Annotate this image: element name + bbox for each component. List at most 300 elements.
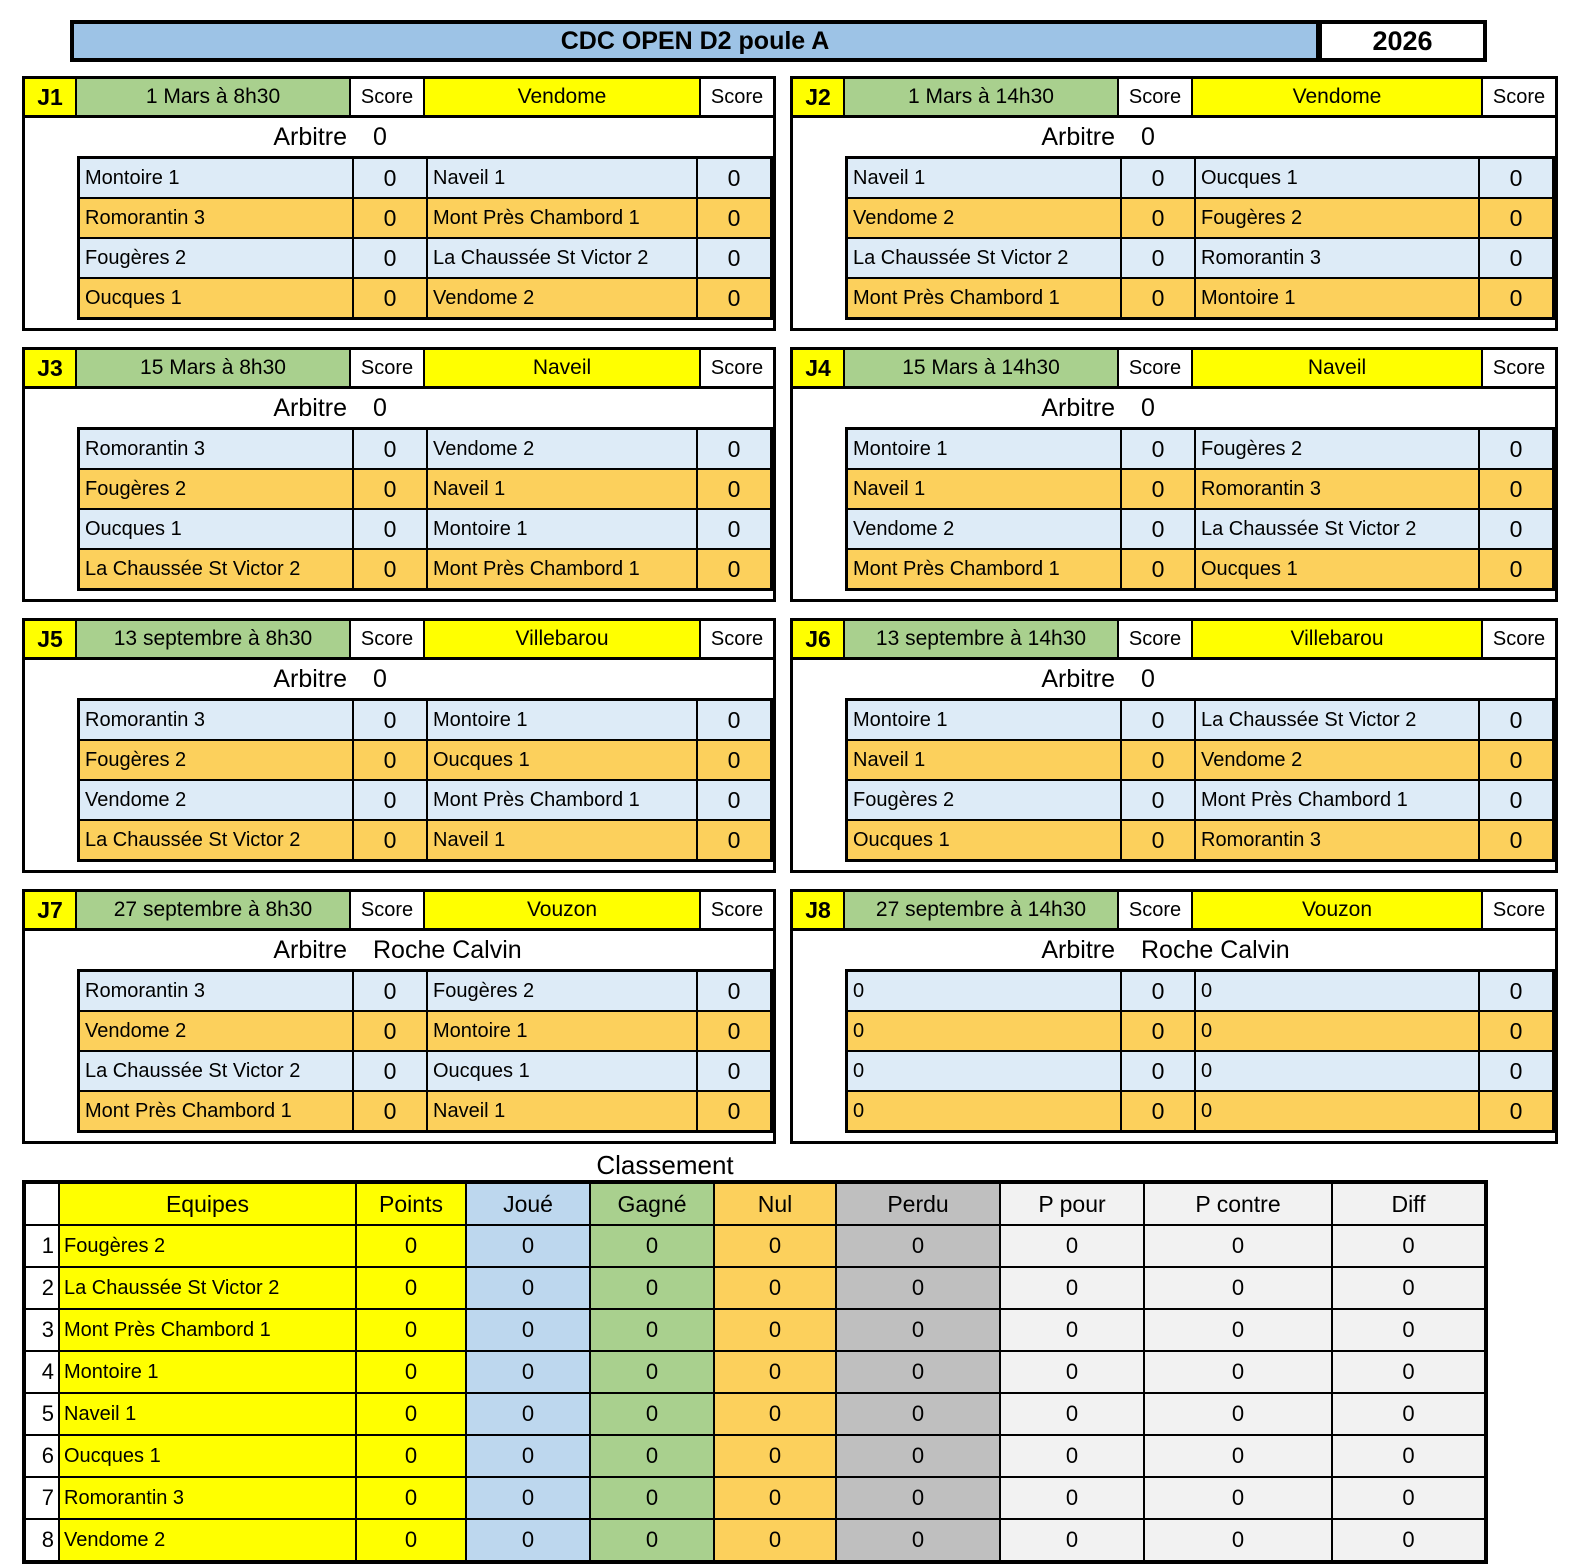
away-score-cell[interactable]: 0 <box>698 741 770 779</box>
arbitre-row <box>793 931 1555 969</box>
journee-label: J3 <box>25 350 75 386</box>
away-team-cell[interactable]: 0 <box>1196 972 1478 1010</box>
away-score-cell[interactable]: 0 <box>1480 279 1552 317</box>
home-score-cell[interactable]: 0 <box>354 741 426 779</box>
home-team-cell[interactable]: Vendome 2 <box>80 781 352 819</box>
team-cell[interactable]: Vendome 2 <box>60 1520 355 1560</box>
arbitre-value-cell[interactable]: Roche Calvin <box>1141 935 1290 964</box>
p-pour-cell[interactable]: 0 <box>1001 1394 1143 1434</box>
p-pour-cell[interactable]: 0 <box>1001 1436 1143 1476</box>
gagne-cell[interactable]: 0 <box>591 1436 713 1476</box>
away-score-cell[interactable]: 0 <box>698 239 770 277</box>
arbitre-label: Arbitre <box>1041 664 1115 693</box>
nul-cell[interactable]: 0 <box>715 1268 835 1308</box>
nul-cell[interactable]: 0 <box>715 1310 835 1350</box>
journee-block <box>790 76 1558 331</box>
perdu-cell[interactable]: 0 <box>837 1478 999 1518</box>
block-spacer <box>25 1133 773 1141</box>
nul-header: Nul <box>715 1184 835 1224</box>
home-score-cell[interactable]: 0 <box>354 430 426 468</box>
home-team-cell[interactable]: Romorantin 3 <box>80 199 352 237</box>
away-team-cell[interactable]: La Chaussée St Victor 2 <box>428 239 696 277</box>
home-score-cell[interactable]: 0 <box>1122 510 1194 548</box>
score-header: Score <box>701 79 773 115</box>
journee-date: 1 Mars à 14h30 <box>845 79 1117 115</box>
home-team-cell[interactable]: 0 <box>848 1052 1120 1090</box>
home-team-cell[interactable]: Fougères 2 <box>80 470 352 508</box>
p-contre-cell[interactable]: 0 <box>1145 1394 1331 1434</box>
journee-block <box>790 889 1558 1144</box>
away-team-cell[interactable]: Romorantin 3 <box>1196 821 1478 859</box>
rank-cell: 4 <box>26 1352 58 1392</box>
journee-date: 15 Mars à 8h30 <box>77 350 349 386</box>
score-header: Score <box>1483 892 1555 928</box>
block-spacer <box>793 1133 1555 1141</box>
arbitre-row <box>793 118 1555 156</box>
home-team-cell[interactable]: 0 <box>848 972 1120 1010</box>
away-team-cell[interactable]: Fougères 2 <box>428 972 696 1010</box>
home-score-cell[interactable]: 0 <box>1122 1092 1194 1130</box>
away-team-cell[interactable]: 0 <box>1196 1092 1478 1130</box>
home-team-cell[interactable]: Vendome 2 <box>80 1012 352 1050</box>
p-pour-cell[interactable]: 0 <box>1001 1310 1143 1350</box>
gagne-cell[interactable]: 0 <box>591 1310 713 1350</box>
away-team-cell[interactable]: Vendome 2 <box>428 279 696 317</box>
away-score-cell[interactable]: 0 <box>1480 1052 1552 1090</box>
away-team-cell[interactable]: Mont Près Chambord 1 <box>1196 781 1478 819</box>
points-cell[interactable]: 0 <box>357 1268 465 1308</box>
home-score-cell[interactable]: 0 <box>1122 741 1194 779</box>
away-team-cell[interactable]: Montoire 1 <box>428 510 696 548</box>
match-table <box>845 969 1555 1133</box>
away-score-cell[interactable]: 0 <box>1480 1092 1552 1130</box>
home-team-cell[interactable]: Naveil 1 <box>848 470 1120 508</box>
away-team-cell[interactable]: Montoire 1 <box>428 1012 696 1050</box>
team-cell[interactable]: La Chaussée St Victor 2 <box>60 1268 355 1308</box>
match-table <box>77 156 773 320</box>
journee-venue: Vouzon <box>425 892 699 928</box>
away-score-cell[interactable]: 0 <box>1480 550 1552 588</box>
journee-label: J8 <box>793 892 843 928</box>
home-score-cell[interactable]: 0 <box>1122 430 1194 468</box>
home-team-cell[interactable]: Mont Près Chambord 1 <box>848 279 1120 317</box>
team-cell[interactable]: Naveil 1 <box>60 1394 355 1434</box>
journee-label: J4 <box>793 350 843 386</box>
away-score-cell[interactable]: 0 <box>698 1092 770 1130</box>
p-pour-header: P pour <box>1001 1184 1143 1224</box>
home-team-cell[interactable]: Montoire 1 <box>80 159 352 197</box>
rank-cell: 8 <box>26 1520 58 1560</box>
match-table <box>845 427 1555 591</box>
home-team-cell[interactable]: Romorantin 3 <box>80 972 352 1010</box>
home-score-cell[interactable]: 0 <box>1122 159 1194 197</box>
diff-cell[interactable]: 0 <box>1333 1520 1484 1560</box>
match-table <box>77 427 773 591</box>
away-score-cell[interactable]: 0 <box>698 470 770 508</box>
home-team-cell[interactable]: Vendome 2 <box>848 199 1120 237</box>
home-team-cell[interactable]: Romorantin 3 <box>80 430 352 468</box>
away-team-cell[interactable]: Oucques 1 <box>1196 550 1478 588</box>
arbitre-row <box>25 118 773 156</box>
away-score-cell[interactable]: 0 <box>698 781 770 819</box>
journee-block <box>22 347 776 602</box>
home-score-cell[interactable]: 0 <box>354 279 426 317</box>
journee-header-row <box>793 892 1555 931</box>
points-cell[interactable]: 0 <box>357 1226 465 1266</box>
year-box: 2026 <box>1319 20 1487 62</box>
match-table <box>77 698 773 862</box>
journee-label: J6 <box>793 621 843 657</box>
journee-venue: Villebarou <box>1193 621 1481 657</box>
away-team-cell[interactable]: Naveil 1 <box>428 1092 696 1130</box>
home-score-cell[interactable]: 0 <box>354 701 426 739</box>
arbitre-value-cell[interactable]: 0 <box>373 122 387 151</box>
rank-cell: 7 <box>26 1478 58 1518</box>
away-score-cell[interactable]: 0 <box>698 550 770 588</box>
gagne-header: Gagné <box>591 1184 713 1224</box>
away-score-cell[interactable]: 0 <box>1480 781 1552 819</box>
perdu-cell[interactable]: 0 <box>837 1268 999 1308</box>
away-score-cell[interactable]: 0 <box>698 1052 770 1090</box>
top-header <box>70 20 1590 62</box>
away-team-cell[interactable]: Mont Près Chambord 1 <box>428 550 696 588</box>
home-score-cell[interactable]: 0 <box>354 821 426 859</box>
away-team-cell[interactable]: Vendome 2 <box>1196 741 1478 779</box>
journee-venue: Naveil <box>1193 350 1481 386</box>
away-score-cell[interactable]: 0 <box>1480 239 1552 277</box>
journee-header-row <box>793 350 1555 389</box>
joue-cell[interactable]: 0 <box>467 1394 589 1434</box>
block-spacer <box>793 320 1555 328</box>
score-header: Score <box>1119 621 1191 657</box>
journee-date: 27 septembre à 8h30 <box>77 892 349 928</box>
journee-header-row <box>25 350 773 389</box>
gagne-cell[interactable]: 0 <box>591 1226 713 1266</box>
away-score-cell[interactable]: 0 <box>1480 510 1552 548</box>
away-team-cell[interactable]: Oucques 1 <box>428 741 696 779</box>
journee-header-row <box>25 621 773 660</box>
arbitre-label: Arbitre <box>273 393 347 422</box>
home-team-cell[interactable]: Fougères 2 <box>80 741 352 779</box>
p-contre-cell[interactable]: 0 <box>1145 1520 1331 1560</box>
p-pour-cell[interactable]: 0 <box>1001 1226 1143 1266</box>
score-header: Score <box>701 350 773 386</box>
journee-venue: Naveil <box>425 350 699 386</box>
away-score-cell[interactable]: 0 <box>698 972 770 1010</box>
away-score-cell[interactable]: 0 <box>698 279 770 317</box>
match-table <box>845 698 1555 862</box>
away-team-cell[interactable]: Fougères 2 <box>1196 199 1478 237</box>
block-spacer <box>25 320 773 328</box>
away-score-cell[interactable]: 0 <box>1480 159 1552 197</box>
score-header: Score <box>1483 79 1555 115</box>
away-score-cell[interactable]: 0 <box>1480 199 1552 237</box>
journee-header-row <box>25 892 773 931</box>
arbitre-row <box>793 660 1555 698</box>
gagne-cell[interactable]: 0 <box>591 1352 713 1392</box>
page-title: CDC OPEN D2 poule A <box>70 20 1320 62</box>
home-team-cell[interactable]: Romorantin 3 <box>80 701 352 739</box>
team-cell[interactable]: Oucques 1 <box>60 1436 355 1476</box>
away-score-cell[interactable]: 0 <box>1480 972 1552 1010</box>
away-team-cell[interactable]: Romorantin 3 <box>1196 239 1478 277</box>
home-team-cell[interactable]: Naveil 1 <box>848 159 1120 197</box>
away-score-cell[interactable]: 0 <box>698 1012 770 1050</box>
home-score-cell[interactable]: 0 <box>354 199 426 237</box>
home-team-cell[interactable]: La Chaussée St Victor 2 <box>848 239 1120 277</box>
perdu-cell[interactable]: 0 <box>837 1352 999 1392</box>
away-score-cell[interactable]: 0 <box>698 430 770 468</box>
p-contre-cell[interactable]: 0 <box>1145 1226 1331 1266</box>
home-team-cell[interactable]: Mont Près Chambord 1 <box>848 550 1120 588</box>
joue-cell[interactable]: 0 <box>467 1268 589 1308</box>
away-team-cell[interactable]: Mont Près Chambord 1 <box>428 199 696 237</box>
gagne-cell[interactable]: 0 <box>591 1520 713 1560</box>
classement-title: Classement <box>596 1150 734 1180</box>
nul-cell[interactable]: 0 <box>715 1520 835 1560</box>
journee-header-row <box>25 79 773 118</box>
p-contre-cell[interactable]: 0 <box>1145 1310 1331 1350</box>
points-cell[interactable]: 0 <box>357 1394 465 1434</box>
home-team-cell[interactable]: La Chaussée St Victor 2 <box>80 821 352 859</box>
journee-venue: Vouzon <box>1193 892 1481 928</box>
arbitre-value-cell[interactable]: 0 <box>373 664 387 693</box>
home-score-cell[interactable]: 0 <box>1122 701 1194 739</box>
home-team-cell[interactable]: 0 <box>848 1012 1120 1050</box>
perdu-cell[interactable]: 0 <box>837 1310 999 1350</box>
perdu-header: Perdu <box>837 1184 999 1224</box>
block-spacer <box>25 862 773 870</box>
rank-cell: 1 <box>26 1226 58 1266</box>
away-score-cell[interactable]: 0 <box>698 159 770 197</box>
home-team-cell[interactable]: Vendome 2 <box>848 510 1120 548</box>
home-team-cell[interactable]: Oucques 1 <box>80 510 352 548</box>
home-score-cell[interactable]: 0 <box>1122 972 1194 1010</box>
points-cell[interactable]: 0 <box>357 1352 465 1392</box>
nul-cell[interactable]: 0 <box>715 1352 835 1392</box>
joue-cell[interactable]: 0 <box>467 1226 589 1266</box>
arbitre-row <box>25 389 773 427</box>
p-pour-cell[interactable]: 0 <box>1001 1352 1143 1392</box>
points-cell[interactable]: 0 <box>357 1478 465 1518</box>
away-team-cell[interactable]: Oucques 1 <box>428 1052 696 1090</box>
away-team-cell[interactable]: Naveil 1 <box>428 159 696 197</box>
nul-cell[interactable]: 0 <box>715 1394 835 1434</box>
arbitre-row <box>25 931 773 969</box>
perdu-cell[interactable]: 0 <box>837 1394 999 1434</box>
home-score-cell[interactable]: 0 <box>354 1092 426 1130</box>
home-score-cell[interactable]: 0 <box>354 781 426 819</box>
away-score-cell[interactable]: 0 <box>1480 470 1552 508</box>
away-team-cell[interactable]: La Chaussée St Victor 2 <box>1196 701 1478 739</box>
arbitre-value-cell[interactable]: 0 <box>373 393 387 422</box>
home-team-cell[interactable]: La Chaussée St Victor 2 <box>80 1052 352 1090</box>
away-team-cell[interactable]: Montoire 1 <box>428 701 696 739</box>
diff-cell[interactable]: 0 <box>1333 1352 1484 1392</box>
equipes-header: Equipes <box>60 1184 355 1224</box>
journee-venue: Vendome <box>1193 79 1481 115</box>
score-header: Score <box>701 621 773 657</box>
arbitre-label: Arbitre <box>273 935 347 964</box>
away-team-cell[interactable]: 0 <box>1196 1012 1478 1050</box>
diff-cell[interactable]: 0 <box>1333 1436 1484 1476</box>
journee-date: 13 septembre à 14h30 <box>845 621 1117 657</box>
journee-block <box>22 76 776 331</box>
rank-cell: 6 <box>26 1436 58 1476</box>
rank-cell: 2 <box>26 1268 58 1308</box>
home-score-cell[interactable]: 0 <box>1122 1052 1194 1090</box>
score-header: Score <box>1483 621 1555 657</box>
home-team-cell[interactable]: Oucques 1 <box>848 821 1120 859</box>
p-contre-header: P contre <box>1145 1184 1331 1224</box>
journees-grid <box>22 76 1590 1144</box>
away-score-cell[interactable]: 0 <box>698 510 770 548</box>
away-score-cell[interactable]: 0 <box>698 821 770 859</box>
home-team-cell[interactable]: La Chaussée St Victor 2 <box>80 550 352 588</box>
match-table <box>845 156 1555 320</box>
nul-cell[interactable]: 0 <box>715 1226 835 1266</box>
away-team-cell[interactable]: Montoire 1 <box>1196 279 1478 317</box>
p-pour-cell[interactable]: 0 <box>1001 1478 1143 1518</box>
team-cell[interactable]: Mont Près Chambord 1 <box>60 1310 355 1350</box>
journee-venue: Villebarou <box>425 621 699 657</box>
p-contre-cell[interactable]: 0 <box>1145 1478 1331 1518</box>
arbitre-value-cell[interactable]: Roche Calvin <box>373 935 522 964</box>
away-score-cell[interactable]: 0 <box>698 199 770 237</box>
p-contre-cell[interactable]: 0 <box>1145 1268 1331 1308</box>
joue-cell[interactable]: 0 <box>467 1478 589 1518</box>
arbitre-row <box>25 660 773 698</box>
classement-table <box>22 1180 1488 1564</box>
home-score-cell[interactable]: 0 <box>354 550 426 588</box>
home-score-cell[interactable]: 0 <box>1122 199 1194 237</box>
home-score-cell[interactable]: 0 <box>1122 1012 1194 1050</box>
gagne-cell[interactable]: 0 <box>591 1268 713 1308</box>
away-team-cell[interactable]: Vendome 2 <box>428 430 696 468</box>
home-team-cell[interactable]: Fougères 2 <box>848 781 1120 819</box>
home-team-cell[interactable]: Oucques 1 <box>80 279 352 317</box>
rank-cell: 3 <box>26 1310 58 1350</box>
away-team-cell[interactable]: Romorantin 3 <box>1196 470 1478 508</box>
diff-cell[interactable]: 0 <box>1333 1268 1484 1308</box>
away-score-cell[interactable]: 0 <box>698 701 770 739</box>
home-score-cell[interactable]: 0 <box>1122 781 1194 819</box>
home-team-cell[interactable]: Mont Près Chambord 1 <box>80 1092 352 1130</box>
away-score-cell[interactable]: 0 <box>1480 1012 1552 1050</box>
nul-cell[interactable]: 0 <box>715 1478 835 1518</box>
home-team-cell[interactable]: 0 <box>848 1092 1120 1130</box>
p-contre-cell[interactable]: 0 <box>1145 1436 1331 1476</box>
away-score-cell[interactable]: 0 <box>1480 821 1552 859</box>
home-team-cell[interactable]: Montoire 1 <box>848 701 1120 739</box>
home-score-cell[interactable]: 0 <box>1122 279 1194 317</box>
away-team-cell[interactable]: Oucques 1 <box>1196 159 1478 197</box>
points-cell[interactable]: 0 <box>357 1520 465 1560</box>
away-team-cell[interactable]: 0 <box>1196 1052 1478 1090</box>
journee-block <box>22 889 776 1144</box>
score-header: Score <box>351 350 423 386</box>
away-score-cell[interactable]: 0 <box>1480 701 1552 739</box>
home-score-cell[interactable]: 0 <box>1122 239 1194 277</box>
away-team-cell[interactable]: Naveil 1 <box>428 821 696 859</box>
diff-cell[interactable]: 0 <box>1333 1394 1484 1434</box>
gagne-cell[interactable]: 0 <box>591 1394 713 1434</box>
home-score-cell[interactable]: 0 <box>1122 821 1194 859</box>
home-team-cell[interactable]: Naveil 1 <box>848 741 1120 779</box>
joue-cell[interactable]: 0 <box>467 1436 589 1476</box>
points-cell[interactable]: 0 <box>357 1310 465 1350</box>
arbitre-value-cell[interactable]: 0 <box>1141 393 1155 422</box>
home-score-cell[interactable]: 0 <box>354 1012 426 1050</box>
journee-block <box>790 347 1558 602</box>
diff-cell[interactable]: 0 <box>1333 1478 1484 1518</box>
home-score-cell[interactable]: 0 <box>354 1052 426 1090</box>
rank-header <box>26 1184 58 1224</box>
arbitre-value-cell[interactable]: 0 <box>1141 664 1155 693</box>
diff-cell[interactable]: 0 <box>1333 1226 1484 1266</box>
journee-date: 15 Mars à 14h30 <box>845 350 1117 386</box>
perdu-cell[interactable]: 0 <box>837 1226 999 1266</box>
arbitre-value-cell[interactable]: 0 <box>1141 122 1155 151</box>
joue-cell[interactable]: 0 <box>467 1520 589 1560</box>
p-pour-cell[interactable]: 0 <box>1001 1268 1143 1308</box>
away-team-cell[interactable]: Naveil 1 <box>428 470 696 508</box>
home-score-cell[interactable]: 0 <box>1122 550 1194 588</box>
away-score-cell[interactable]: 0 <box>1480 430 1552 468</box>
arbitre-row <box>793 389 1555 427</box>
diff-cell[interactable]: 0 <box>1333 1310 1484 1350</box>
points-cell[interactable]: 0 <box>357 1436 465 1476</box>
nul-cell[interactable]: 0 <box>715 1436 835 1476</box>
score-header: Score <box>701 892 773 928</box>
joue-cell[interactable]: 0 <box>467 1310 589 1350</box>
perdu-cell[interactable]: 0 <box>837 1520 999 1560</box>
journee-date: 13 septembre à 8h30 <box>77 621 349 657</box>
arbitre-label: Arbitre <box>273 664 347 693</box>
journee-date: 1 Mars à 8h30 <box>77 79 349 115</box>
home-score-cell[interactable]: 0 <box>354 972 426 1010</box>
home-team-cell[interactable]: Fougères 2 <box>80 239 352 277</box>
home-score-cell[interactable]: 0 <box>354 239 426 277</box>
team-cell[interactable]: Romorantin 3 <box>60 1478 355 1518</box>
p-pour-cell[interactable]: 0 <box>1001 1520 1143 1560</box>
gagne-cell[interactable]: 0 <box>591 1478 713 1518</box>
away-team-cell[interactable]: La Chaussée St Victor 2 <box>1196 510 1478 548</box>
team-cell[interactable]: Fougères 2 <box>60 1226 355 1266</box>
home-score-cell[interactable]: 0 <box>354 470 426 508</box>
rank-cell: 5 <box>26 1394 58 1434</box>
away-score-cell[interactable]: 0 <box>1480 741 1552 779</box>
home-team-cell[interactable]: Montoire 1 <box>848 430 1120 468</box>
arbitre-label: Arbitre <box>273 122 347 151</box>
team-cell[interactable]: Montoire 1 <box>60 1352 355 1392</box>
away-team-cell[interactable]: Fougères 2 <box>1196 430 1478 468</box>
journee-venue: Vendome <box>425 79 699 115</box>
journee-block <box>790 618 1558 873</box>
joue-cell[interactable]: 0 <box>467 1352 589 1392</box>
diff-header: Diff <box>1333 1184 1484 1224</box>
joue-header: Joué <box>467 1184 589 1224</box>
score-header: Score <box>351 892 423 928</box>
home-score-cell[interactable]: 0 <box>1122 470 1194 508</box>
home-score-cell[interactable]: 0 <box>354 510 426 548</box>
perdu-cell[interactable]: 0 <box>837 1436 999 1476</box>
p-contre-cell[interactable]: 0 <box>1145 1352 1331 1392</box>
journee-label: J1 <box>25 79 75 115</box>
journee-label: J7 <box>25 892 75 928</box>
home-score-cell[interactable]: 0 <box>354 159 426 197</box>
away-team-cell[interactable]: Mont Près Chambord 1 <box>428 781 696 819</box>
